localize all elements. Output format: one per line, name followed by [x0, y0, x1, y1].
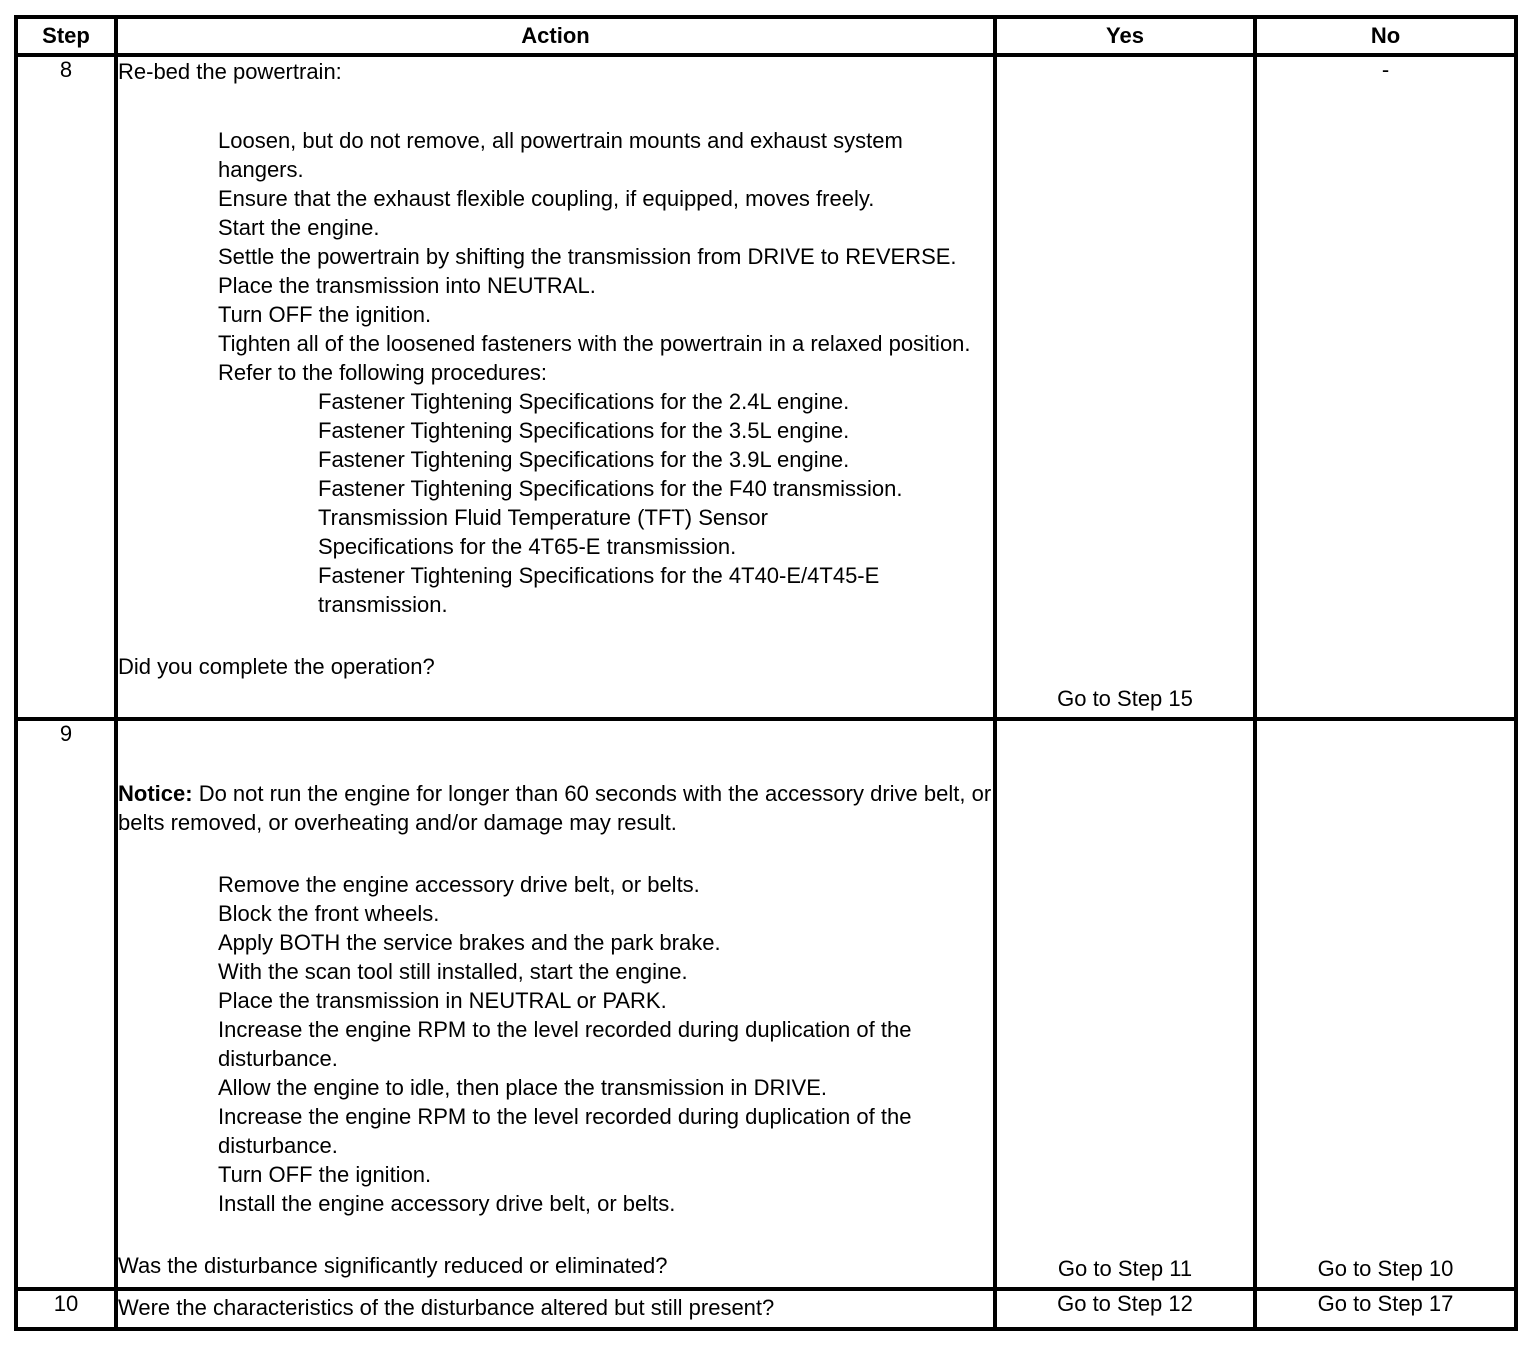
action-item: With the scan tool still installed, start the engine.	[218, 959, 688, 984]
notice-label: Notice:	[118, 781, 193, 806]
action-intro: Re-bed the powertrain:	[118, 59, 342, 84]
action-item: Loosen, but do not remove, all powertrain mounts and exhaust system hangers.	[218, 128, 903, 182]
action-item: Remove the engine accessory drive belt, or belts.	[218, 872, 700, 897]
yes-go-to-step[interactable]: Go to Step 11	[1057, 1256, 1193, 1281]
table-row-step-9	[16, 719, 1516, 1289]
header-action: Action	[116, 17, 995, 55]
action-item: Increase the engine RPM to the level recorded during duplication of the disturbance.	[218, 1104, 912, 1158]
no-go-to-step[interactable]: Go to Step 10	[1317, 1256, 1454, 1281]
step-number: 10	[16, 1289, 116, 1329]
yes-cell	[995, 1289, 1255, 1329]
action-item: Apply BOTH the service brakes and the park brake.	[218, 930, 721, 955]
yes-cell	[995, 55, 1255, 719]
action-question: Were the characteristics of the disturbance altered but still present?	[118, 1295, 775, 1320]
table-row-step-10	[16, 1289, 1516, 1329]
no-cell	[1255, 719, 1516, 1289]
action-item: Start the engine.	[218, 215, 380, 240]
action-item: Block the front wheels.	[218, 901, 440, 926]
action-item: Turn OFF the ignition.	[218, 302, 432, 327]
action-item: Install the engine accessory drive belt, or belts.	[218, 1191, 676, 1216]
diagnostic-steps-table	[14, 15, 1518, 1331]
procedure-link[interactable]: Fastener Tightening Specifications for the 2.4L engine.	[318, 389, 850, 414]
step-number: 9	[16, 719, 116, 1289]
notice-paragraph	[118, 779, 993, 837]
action-question: Was the disturbance significantly reduced or eliminated?	[118, 1253, 668, 1278]
procedure-link[interactable]: Fastener Tightening Specifications for the F40 transmission.	[318, 476, 903, 501]
header-no: No	[1255, 17, 1516, 55]
action-item: Place the transmission in NEUTRAL or PARK.	[218, 988, 667, 1013]
header-step: Step	[16, 17, 116, 55]
action-item: Allow the engine to idle, then place the transmission in DRIVE.	[218, 1075, 827, 1100]
procedure-link[interactable]: Fastener Tightening Specifications for the 3.9L engine.	[318, 447, 850, 472]
table-header-row	[16, 17, 1516, 55]
action-question: Did you complete the operation?	[118, 654, 435, 679]
no-value: -	[1381, 57, 1390, 82]
no-cell	[1255, 55, 1516, 719]
yes-cell	[995, 719, 1255, 1289]
action-cell	[116, 719, 995, 1289]
action-cell	[116, 55, 995, 719]
action-cell	[116, 1289, 995, 1329]
notice-text: Do not run the engine for longer than 60 seconds with the accessory drive belt, or belts removed, or overheating and/or damage may result.	[118, 781, 992, 835]
header-yes: Yes	[995, 17, 1255, 55]
action-item: Ensure that the exhaust flexible coupling, if equipped, moves freely.	[218, 186, 875, 211]
procedure-link[interactable]: Fastener Tightening Specifications for the 3.5L engine.	[318, 418, 850, 443]
procedure-link[interactable]: Transmission Fluid Temperature (TFT) Sensor Specifications for the 4T65-E transmission.	[318, 505, 768, 559]
no-cell	[1255, 1289, 1516, 1329]
action-item: Place the transmission into NEUTRAL.	[218, 273, 596, 298]
action-item: Turn OFF the ignition.	[218, 1162, 432, 1187]
yes-go-to-step[interactable]: Go to Step 12	[1057, 1291, 1193, 1316]
action-item: Increase the engine RPM to the level recorded during duplication of the disturbance.	[218, 1017, 912, 1071]
yes-go-to-step[interactable]: Go to Step 15	[1057, 686, 1193, 711]
step-number: 8	[16, 55, 116, 719]
no-go-to-step[interactable]: Go to Step 17	[1317, 1291, 1454, 1316]
table-row-step-8	[16, 55, 1516, 719]
procedure-link[interactable]: Fastener Tightening Specifications for the 4T40-E/4T45-E transmission.	[318, 563, 880, 617]
action-item: Tighten all of the loosened fasteners with the powertrain in a relaxed position. Refer to the following procedures:	[218, 331, 971, 385]
action-item: Settle the powertrain by shifting the transmission from DRIVE to REVERSE.	[218, 244, 957, 269]
